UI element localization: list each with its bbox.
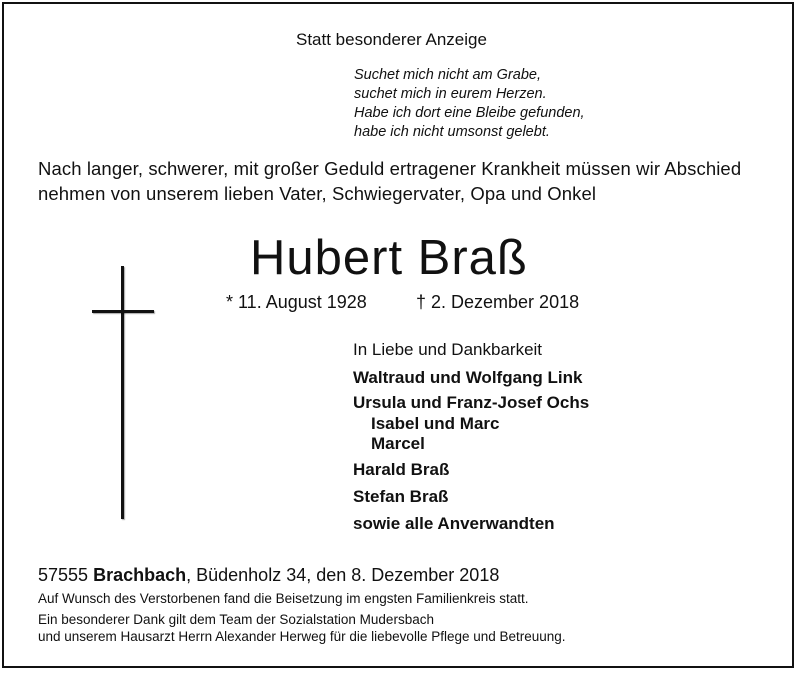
address-rest: , Büdenholz 34, den 8. Dezember 2018 [186,565,500,585]
mourner-child: Isabel und Marc [371,414,500,433]
poem-line: habe ich nicht umsonst gelebt. [354,124,550,140]
mourner-family: Ursula und Franz-Josef Ochs [353,393,590,412]
deceased-name: Hubert Braß [250,231,528,285]
note-line: Ein besonderer Dank gilt dem Team der Sozialstation Mudersbach [38,612,434,627]
mourner-person: Stefan Braß [353,487,449,506]
closing-notes [38,590,566,645]
town: Brachbach [93,565,187,585]
note-line: Auf Wunsch des Verstorbenen fand die Beisetzung im engsten Familienkreis statt. [38,591,529,606]
mourner-family: Waltraud und Wolfgang Link [353,368,583,387]
mourner-child: Marcel [371,434,425,453]
intro-line: Nach langer, schwerer, mit großer Geduld ertragener Krankheit müssen wir Abschied [38,158,742,179]
poem-line: suchet mich in eurem Herzen. [354,86,547,102]
cross-icon-vertical [121,266,124,519]
intro-text [38,156,741,206]
obituary-card [2,2,794,668]
cross-icon-horizontal [92,310,154,313]
intro-line: nehmen von unserem lieben Vater, Schwiegervater, Opa und Onkel [38,183,597,204]
address-line [38,565,499,586]
mourners-list [353,339,589,535]
poem-line: Suchet mich nicht am Grabe, [354,67,541,83]
mourners-intro: In Liebe und Dankbarkeit [353,340,543,359]
mourner-others: sowie alle Anverwandten [353,514,555,533]
poem-line: Habe ich dort eine Bleibe gefunden, [354,105,585,121]
birth-date: * 11. August 1928 [226,292,367,312]
poem [354,66,585,142]
notice-header: Statt besonderer Anzeige [296,30,487,49]
mourner-person: Harald Braß [353,460,450,479]
death-date: † 2. Dezember 2018 [416,292,580,312]
postcode: 57555 [38,565,89,585]
note-line: und unserem Hausarzt Herrn Alexander Herweg für die liebevolle Pflege und Betreuung. [38,629,566,644]
